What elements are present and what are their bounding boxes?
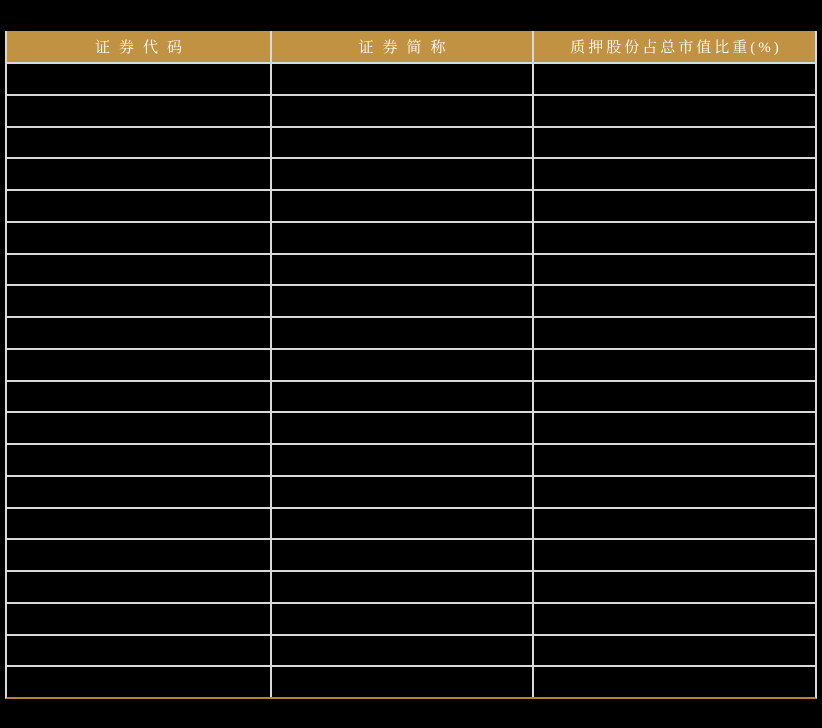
cell-security-code <box>7 64 270 94</box>
cell-security-name <box>270 223 532 253</box>
cell-security-name <box>270 128 532 158</box>
cell-pledge-ratio <box>532 604 815 634</box>
cell-security-name <box>270 604 532 634</box>
cell-security-code <box>7 96 270 126</box>
table-row <box>7 507 815 539</box>
cell-pledge-ratio <box>532 191 815 221</box>
cell-pledge-ratio <box>532 413 815 443</box>
table-body <box>7 62 815 697</box>
table-row <box>7 284 815 316</box>
table-row <box>7 157 815 189</box>
cell-security-code <box>7 540 270 570</box>
cell-security-code <box>7 223 270 253</box>
cell-pledge-ratio <box>532 318 815 348</box>
cell-pledge-ratio <box>532 509 815 539</box>
table-row <box>7 443 815 475</box>
table-row <box>7 253 815 285</box>
cell-pledge-ratio <box>532 223 815 253</box>
table-row <box>7 380 815 412</box>
table-row <box>7 62 815 94</box>
cell-pledge-ratio <box>532 64 815 94</box>
table-row <box>7 665 815 697</box>
column-header-security-code: 证券代码 <box>94 40 191 56</box>
cell-pledge-ratio <box>532 667 815 697</box>
cell-security-name <box>270 477 532 507</box>
table-row <box>7 316 815 348</box>
cell-security-name <box>270 191 532 221</box>
cell-security-name <box>270 509 532 539</box>
cell-security-name <box>270 382 532 412</box>
cell-security-code <box>7 604 270 634</box>
cell-pledge-ratio <box>532 572 815 602</box>
cell-security-name <box>270 64 532 94</box>
table-row <box>7 634 815 666</box>
cell-security-name <box>270 540 532 570</box>
cell-pledge-ratio <box>532 477 815 507</box>
table-row <box>7 411 815 443</box>
cell-security-name <box>270 318 532 348</box>
table-header-row <box>7 31 815 62</box>
cell-pledge-ratio <box>532 382 815 412</box>
cell-security-name <box>270 286 532 316</box>
cell-security-name <box>270 350 532 380</box>
table-row <box>7 126 815 158</box>
column-header-pledge-ratio: 质押股份占总市值比重(%) <box>532 31 815 62</box>
cell-security-code <box>7 350 270 380</box>
cell-security-code <box>7 159 270 189</box>
cell-security-code <box>7 318 270 348</box>
table-row <box>7 570 815 602</box>
table-row <box>7 221 815 253</box>
cell-security-name <box>270 572 532 602</box>
cell-security-code <box>7 636 270 666</box>
pledge-ratio-table <box>5 31 817 699</box>
cell-pledge-ratio <box>532 96 815 126</box>
table-row <box>7 348 815 380</box>
table-row <box>7 94 815 126</box>
table-row <box>7 538 815 570</box>
cell-security-code <box>7 286 270 316</box>
cell-security-code <box>7 509 270 539</box>
cell-security-code <box>7 445 270 475</box>
cell-security-code <box>7 128 270 158</box>
cell-security-code <box>7 572 270 602</box>
column-header-security-name: 证券简称 <box>270 31 532 62</box>
table-row <box>7 602 815 634</box>
cell-pledge-ratio <box>532 128 815 158</box>
cell-security-name <box>270 159 532 189</box>
cell-security-code <box>7 191 270 221</box>
cell-pledge-ratio <box>532 540 815 570</box>
table-row <box>7 189 815 221</box>
cell-security-code <box>7 667 270 697</box>
cell-security-code <box>7 382 270 412</box>
cell-pledge-ratio <box>532 255 815 285</box>
cell-security-name <box>270 96 532 126</box>
cell-security-name <box>270 667 532 697</box>
cell-pledge-ratio <box>532 445 815 475</box>
cell-security-name <box>270 255 532 285</box>
cell-security-name <box>270 636 532 666</box>
cell-security-code <box>7 413 270 443</box>
cell-security-name <box>270 445 532 475</box>
cell-pledge-ratio <box>532 159 815 189</box>
cell-security-name <box>270 413 532 443</box>
cell-security-code <box>7 255 270 285</box>
table-row <box>7 475 815 507</box>
cell-security-code <box>7 477 270 507</box>
cell-pledge-ratio <box>532 636 815 666</box>
cell-pledge-ratio <box>532 350 815 380</box>
cell-pledge-ratio <box>532 286 815 316</box>
